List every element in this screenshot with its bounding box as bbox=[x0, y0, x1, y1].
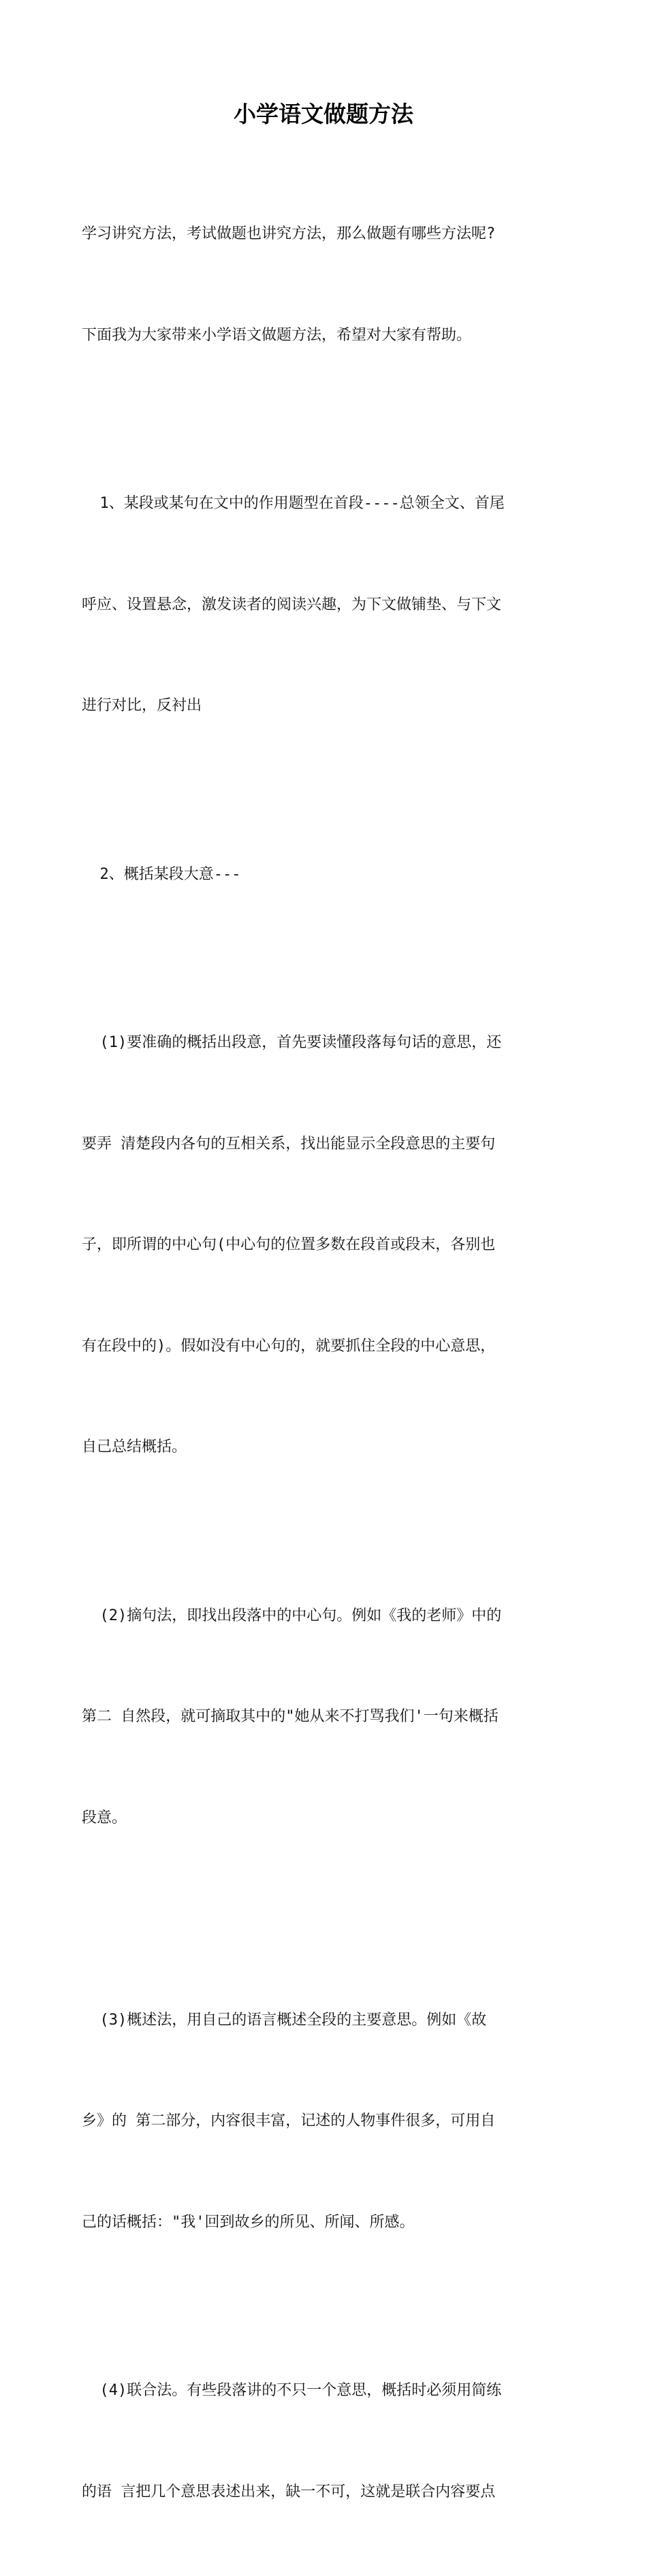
text-line: 1、某段或某句在文中的作用题型在首段----总领全文、首尾 bbox=[82, 495, 505, 512]
document-title: 小学语文做题方法 bbox=[234, 101, 413, 127]
text-line: 2、概括某段大意--- bbox=[82, 865, 241, 883]
paragraph-sub-1 bbox=[82, 959, 572, 1532]
paragraph-sub-4 bbox=[82, 2306, 572, 2576]
text-line: 要弄 清楚段内各句的互相关系，找出能显示全段意思的主要句 bbox=[82, 1135, 496, 1153]
text-line: 第二 自然段，就可摘取其中的"她从来不打骂我们'一句来概括 bbox=[82, 1708, 499, 1725]
text-line: 下面我为大家带来小学语文做题方法，希望对大家有帮助。 bbox=[82, 326, 472, 344]
text-line: (4)联合法。有些段落讲的不只一个意思，概括时必须用简练 bbox=[82, 2382, 502, 2399]
text-line: (3)概述法，用自己的语言概述全段的主要意思。例如《故 bbox=[82, 2011, 487, 2029]
text-line: 自己总结概括。 bbox=[82, 1438, 187, 1455]
text-line: 子，即所谓的中心句(中心句的位置多数在段首或段末，各别也 bbox=[82, 1236, 496, 1253]
paragraph-sub-3 bbox=[82, 1936, 572, 2307]
paragraph-sub-2 bbox=[82, 1532, 572, 1903]
text-line: (2)摘句法，即找出段落中的中心句。例如《我的老师》中的 bbox=[82, 1607, 502, 1624]
text-line: 有在段中的)。假如没有中心句的，就要抓住全段的中心意思， bbox=[82, 1337, 496, 1355]
text-line: 进行对比，反衬出 bbox=[82, 697, 202, 714]
text-line: (1)要准确的概括出段意，首先要读懂段落每句话的意思，还 bbox=[82, 1034, 502, 1051]
text-line: 的语 言把几个意思表述出来，缺一不可，这就是联合内容要点 bbox=[82, 2483, 496, 2500]
paragraph-item-2 bbox=[82, 790, 572, 959]
document-body bbox=[82, 150, 572, 2576]
paragraph-item-1 bbox=[82, 419, 572, 790]
text-line: 学习讲究方法，考试做题也讲究方法，那么做题有哪些方法呢? bbox=[82, 225, 496, 242]
paragraph-intro bbox=[82, 150, 572, 419]
text-line: 呼应、设置悬念，激发读者的阅读兴趣，为下文做铺垫、与下文 bbox=[82, 596, 502, 613]
text-line: 己的话概括："我'回到故乡的所见、所闻、所感。 bbox=[82, 2213, 415, 2231]
text-line: 段意。 bbox=[82, 1809, 127, 1826]
blank-line bbox=[82, 1902, 572, 1936]
text-line: 乡》的 第二部分，内容很丰富，记述的人物事件很多，可用自 bbox=[82, 2112, 496, 2129]
